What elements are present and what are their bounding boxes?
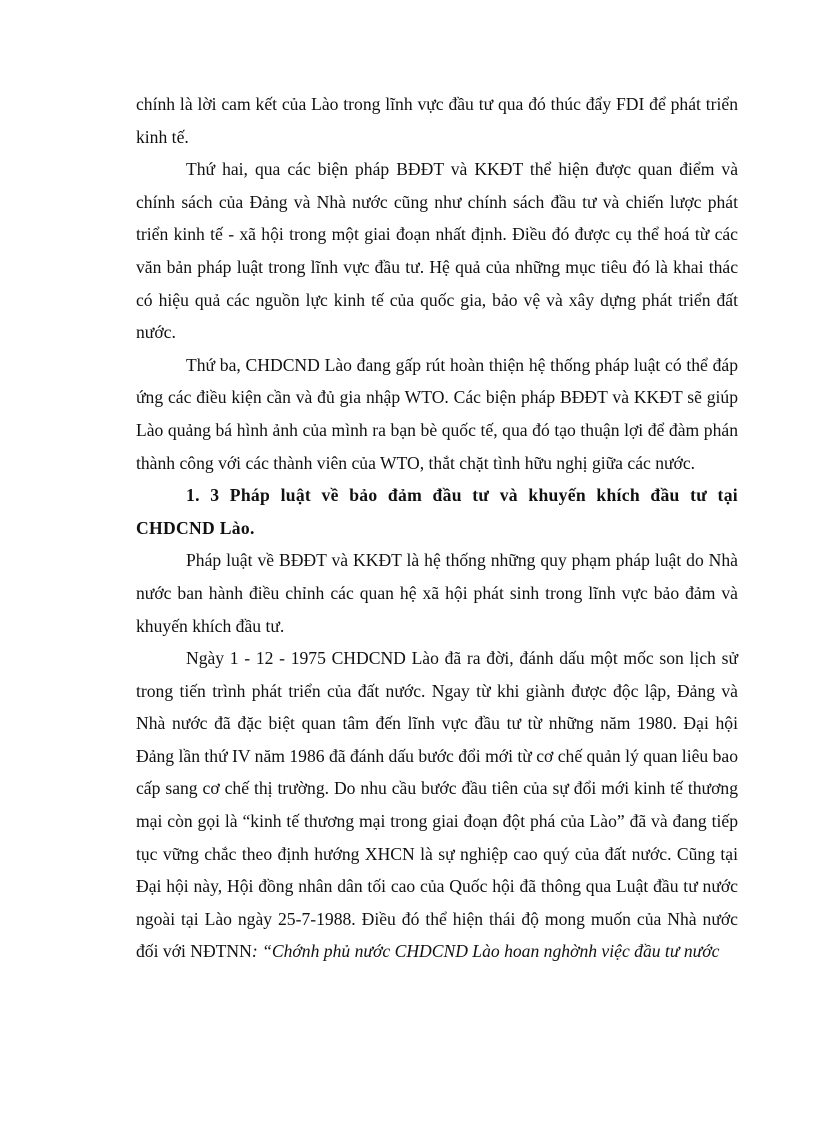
section-heading: 1. 3 Pháp luật về bảo đảm đầu tư và khuyến khích đầu tư tại CHDCND Lào. <box>136 485 738 538</box>
quote-text: : “Chớnh phủ nước CHDCND Lào hoan nghờnh việc đầu tư nước <box>251 941 720 962</box>
paragraph-third-point: Thứ ba, CHDCND Lào đang gấp rút hoàn thiện hệ thống pháp luật có thể đáp ứng các điều kiện cần và đủ gia nhập WTO. Các biện pháp BĐĐT và KKĐT sẽ giúp Lào quảng bá hình ảnh của mình ra bạn bè quốc tế, qua đó tạo thuận lợi để đàm phán thành công với các thành viên của WTO, thắt chặt tình hữu nghị giữa các nước. <box>136 354 738 473</box>
paragraph-history <box>136 642 738 968</box>
paragraph-continuation: chính là lời cam kết của Lào trong lĩnh vực đầu tư qua đó thúc đẩy FDI để phát triển kinh tế. <box>136 94 738 147</box>
paragraph-second-point: Thứ hai, qua các biện pháp BĐĐT và KKĐT thể hiện được quan điểm và chính sách của Đảng và Nhà nước cũng như chính sách đầu tư và chiến lược phát triển kinh tế - xã hội trong một giai đoạn nhất định. Điều đó được cụ thể hoá từ các văn bản pháp luật trong lĩnh vực đầu tư. Hệ quả của những mục tiêu đó là khai thác có hiệu quả các nguồn lực kinh tế của quốc gia, bảo vệ và xây dựng phát triển đất nước. <box>136 159 738 343</box>
paragraph-law-definition: Pháp luật về BĐĐT và KKĐT là hệ thống những quy phạm pháp luật do Nhà nước ban hành điều chỉnh các quan hệ xã hội phát sinh trong lĩnh vực bảo đảm và khuyến khích đầu tư. <box>136 550 738 636</box>
paragraph-history-text: Ngày 1 - 12 - 1975 CHDCND Lào đã ra đời, đánh dấu một mốc son lịch sử trong tiến trình phát triển của đất nước. Ngay từ khi giành được độc lập, Đảng và Nhà nước đã đặc biệt quan tâm đến lĩnh vực đầu tư từ những năm 1980. Đại hội Đảng lần thứ IV năm 1986 đã đánh dấu bước đổi mới từ cơ chế quản lý quan liêu bao cấp sang cơ chế thị trường. Do nhu cầu bước đầu tiên của sự đổi mới kinh tế thương mại còn gọi là “kinh tế thương mại trong giai đoạn đột phá của Lào” đã và đang tiếp tục vững chắc theo định hướng XHCN là sự nghiệp cao quý của đất nước. Cũng tại Đại hội này, Hội đồng nhân dân tối cao của Quốc hội đã thông qua Luật đầu tư nước ngoài tại Lào ngày 25-7-1988. Điều đó thể hiện thái độ mong muốn của Nhà nước đối với NĐTNN <box>136 648 738 962</box>
